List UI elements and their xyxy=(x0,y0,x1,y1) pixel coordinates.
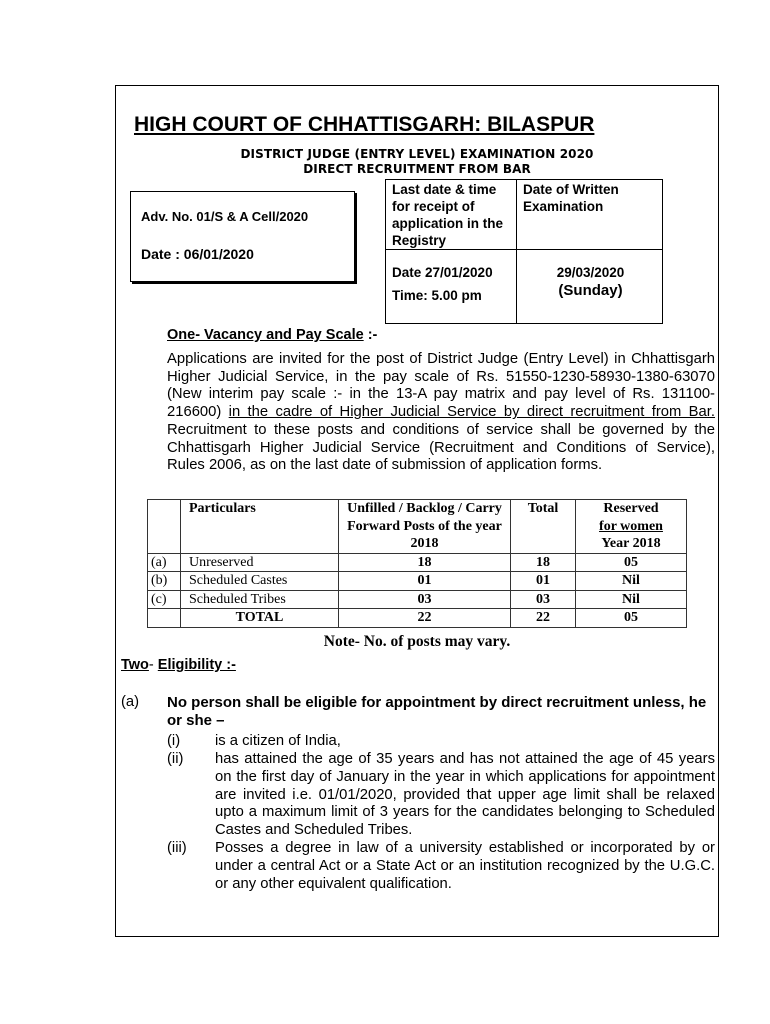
advertisement-number: Adv. No. 01/S & A Cell/2020 xyxy=(141,209,309,224)
clause-a-label: (a) xyxy=(121,694,140,710)
section-two-heading xyxy=(121,657,236,673)
section-one-suffix: :- xyxy=(363,327,378,343)
table-row xyxy=(148,553,687,572)
exam-day: (Sunday) xyxy=(558,282,623,299)
reserved-header-line2: for women xyxy=(599,518,663,534)
last-date: Date 27/01/2020 xyxy=(392,265,493,280)
row-category: Scheduled Tribes xyxy=(181,590,339,609)
reserved-header-line1: Reserved xyxy=(603,501,659,516)
paragraph-part-a: Applications are invited for the post of District Judge (Entry Level) in Chhattisgarh Higher Judicial Service, in the pay scale of Rs. 51550-1230-58930-1380-63070 (New interim pay scale :- in the 13-A pay matrix and pay level of Rs. 131100-216600) xyxy=(167,351,715,421)
row-category: Scheduled Castes xyxy=(181,572,339,591)
row-unfilled: 18 xyxy=(339,553,511,572)
row-total: 03 xyxy=(511,590,576,609)
row-unfilled: 03 xyxy=(339,590,511,609)
particulars-header: Particulars xyxy=(181,500,339,554)
unfilled-header: Unfilled / Backlog / Carry Forward Posts of the year 2018 xyxy=(339,500,511,554)
clause-a-text: No person shall be eligible for appointment by direct recruitment unless, he or she – xyxy=(167,694,707,729)
posts-table xyxy=(147,499,687,628)
total-row-sno xyxy=(148,609,181,628)
paragraph-part-b: Recruitment to these posts and conditions of service shall be governed by the Chhattisgarh Higher Judicial Service (Recruitment and Conditions of Service), Rules 2006, as on the last date of submission of application forms. xyxy=(167,421,715,474)
section-two-dash: - xyxy=(148,657,158,673)
row-women: Nil xyxy=(576,590,687,609)
exam-date-cell xyxy=(517,250,663,324)
advertisement-date: Date : 06/01/2020 xyxy=(141,246,254,262)
section-one-heading xyxy=(167,327,377,343)
last-time: Time: 5.00 pm xyxy=(392,288,482,303)
row-women: Nil xyxy=(576,572,687,591)
clause-iii-label: (iii) xyxy=(167,840,187,856)
total-unfilled: 22 xyxy=(339,609,511,628)
total-row xyxy=(148,609,687,628)
row-women: 05 xyxy=(576,553,687,572)
row-sno: (b) xyxy=(148,572,181,591)
clause-ii-text: has attained the age of 35 years and has not attained the age of 45 years on the first day of January in the year in which applications for appointment are invited i.e. 01/01/2020, provided that upper age limit shall be relaxed upto a maximum limit of 3 years for the candidates belonging to Scheduled Castes and Scheduled Tribes. xyxy=(215,751,715,839)
total-label: TOTAL xyxy=(181,609,339,628)
clause-i-text: is a citizen of India, xyxy=(215,733,341,749)
exam-subtitle: DISTRICT JUDGE (ENTRY LEVEL) EXAMINATION 2020 xyxy=(240,147,594,161)
posts-note: Note- No. of posts may vary. xyxy=(323,633,511,650)
exam-date-header: Date of Written Examination xyxy=(517,180,663,250)
recruitment-subtitle: DIRECT RECRUITMENT FROM BAR xyxy=(303,162,531,176)
table-row xyxy=(148,590,687,609)
last-date-cell xyxy=(386,250,517,324)
clause-i-label: (i) xyxy=(167,733,181,749)
schedule-table xyxy=(385,179,663,324)
section-two-title: Eligibility :- xyxy=(157,657,236,673)
row-category: Unreserved xyxy=(181,553,339,572)
section-one-title: One- Vacancy and Pay Scale xyxy=(167,327,364,343)
reserved-header xyxy=(576,500,687,554)
row-sno: (a) xyxy=(148,553,181,572)
last-date-header: Last date & time for receipt of application in the Registry xyxy=(386,180,517,250)
total-header: Total xyxy=(511,500,576,554)
advertisement-box xyxy=(130,191,355,282)
paragraph-underlined: in the cadre of Higher Judicial Service by direct recruitment from Bar. xyxy=(228,404,716,421)
section-one-paragraph xyxy=(167,351,715,475)
exam-date: 29/03/2020 xyxy=(556,265,625,280)
row-sno: (c) xyxy=(148,590,181,609)
section-two-number: Two xyxy=(121,657,149,673)
row-total: 18 xyxy=(511,553,576,572)
clause-iii-text: Posses a degree in law of a university established or incorporated by or under a central Act or a State Act or an institution recognized by the U.G.C. or any other equivalent qualification. xyxy=(215,840,715,892)
clause-ii-label: (ii) xyxy=(167,751,184,767)
sno-header xyxy=(148,500,181,554)
total-women: 05 xyxy=(576,609,687,628)
total-total: 22 xyxy=(511,609,576,628)
reserved-header-line3: Year 2018 xyxy=(601,536,661,551)
row-unfilled: 01 xyxy=(339,572,511,591)
page-title: HIGH COURT OF CHHATTISGARH: BILASPUR xyxy=(134,113,595,136)
table-row xyxy=(148,572,687,591)
row-total: 01 xyxy=(511,572,576,591)
